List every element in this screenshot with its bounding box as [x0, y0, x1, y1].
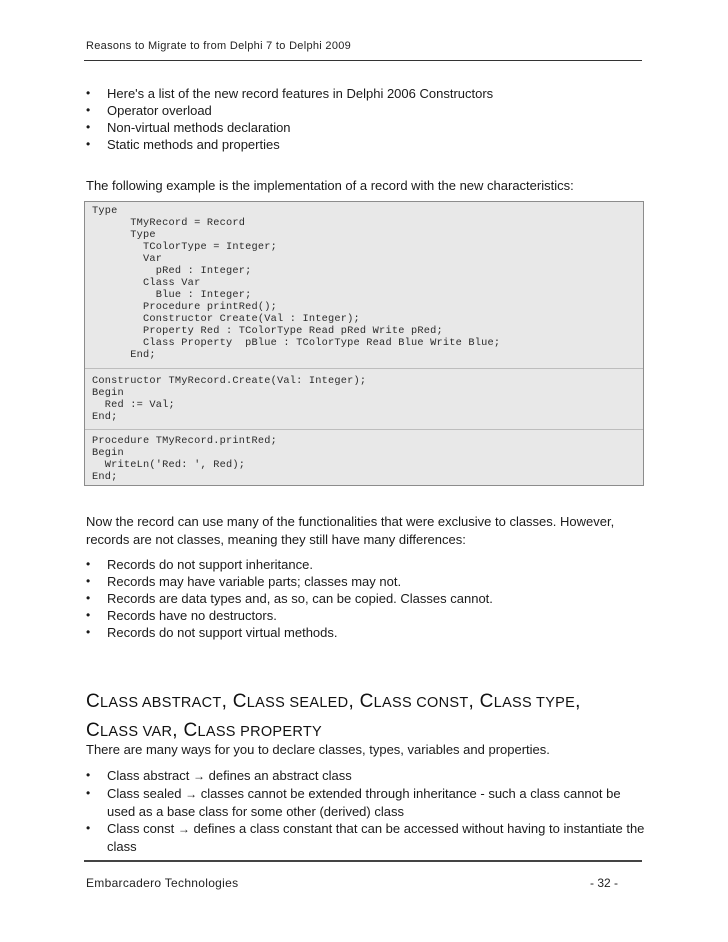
- code-line: Class Var: [92, 277, 201, 289]
- list-item: • Records are data types and, as so, can be copied. Classes cannot.: [86, 591, 493, 606]
- section-heading-line: CLASS ABSTRACT, CLASS SEALED, CLASS CONST, CLASS TYPE,: [86, 691, 581, 712]
- after-code-paragraph: Now the record can use many of the functionalities that were exclusive to classes. However, records are not classes, meaning they still have many differences:: [86, 514, 615, 547]
- bullet-icon: •: [86, 120, 91, 134]
- bullet-icon: •: [86, 137, 91, 151]
- arrow-right-icon: →: [193, 769, 205, 783]
- code-line: End;: [92, 471, 118, 483]
- code-line: End;: [92, 411, 118, 423]
- bullet-icon: •: [86, 557, 91, 571]
- code-line: Var: [92, 253, 163, 265]
- code-line: Procedure printRed();: [92, 301, 277, 313]
- features-list: [86, 85, 646, 153]
- code-line: Class Property pBlue : TColorType Read Blue Write Blue;: [92, 337, 501, 349]
- intro-paragraph: The following example is the implementation of a record with the new characteristics:: [86, 178, 574, 193]
- code-line: Blue : Integer;: [92, 289, 252, 301]
- bullet-icon: •: [86, 608, 91, 622]
- code-line: Red := Val;: [92, 399, 175, 411]
- header-divider: [84, 60, 642, 61]
- code-line: Type: [92, 229, 156, 241]
- list-item: • Class const → defines a class constant that can be accessed without having to instantiate the class: [86, 821, 645, 854]
- list-item: • Operator overload: [86, 103, 212, 118]
- code-sample: [84, 201, 644, 486]
- bullet-icon: •: [86, 591, 91, 605]
- footer-divider: [84, 860, 642, 862]
- list-item: • Records have no destructors.: [86, 608, 277, 623]
- section-heading: [86, 688, 656, 746]
- page-number: - 32 -: [590, 876, 619, 890]
- code-line: Procedure TMyRecord.printRed;: [92, 435, 277, 447]
- class-modifiers-list: [86, 767, 646, 855]
- code-line: End;: [92, 349, 156, 361]
- list-item: • Class sealed → classes cannot be extended through inheritance - such a class cannot be used as a base class for some other (derived) class: [86, 786, 621, 819]
- bullet-icon: •: [86, 103, 91, 117]
- arrow-right-icon: →: [177, 822, 190, 836]
- bullet-icon: •: [86, 786, 91, 800]
- code-line: Type: [92, 205, 118, 217]
- list-item: • Non-virtual methods declaration: [86, 120, 291, 135]
- code-line: WriteLn('Red: ', Red);: [92, 459, 246, 471]
- section-intro: There are many ways for you to declare classes, types, variables and properties.: [86, 742, 550, 757]
- running-header: Reasons to Migrate to from Delphi 7 to Delphi 2009: [86, 40, 352, 52]
- bullet-icon: •: [86, 86, 91, 100]
- differences-list: [86, 556, 646, 641]
- list-item: • Here's a list of the new record features in Delphi 2006 Constructors: [86, 86, 494, 101]
- footer-company: Embarcadero Technologies: [86, 876, 239, 890]
- list-item: • Class abstract → defines an abstract class: [86, 768, 352, 783]
- section-heading-line: CLASS VAR, CLASS PROPERTY: [86, 720, 322, 741]
- code-line: TColorType = Integer;: [92, 241, 277, 253]
- code-line: Constructor TMyRecord.Create(Val: Integer);: [92, 375, 367, 387]
- bullet-icon: •: [86, 574, 91, 588]
- code-line: Property Red : TColorType Read pRed Write pRed;: [92, 325, 443, 337]
- code-line: pRed : Integer;: [92, 265, 252, 277]
- arrow-right-icon: →: [185, 787, 198, 801]
- list-item: • Records do not support inheritance.: [86, 557, 313, 572]
- code-line: Constructor Create(Val : Integer);: [92, 313, 360, 325]
- list-item: • Records do not support virtual methods.: [86, 625, 338, 640]
- code-line: Begin: [92, 447, 124, 459]
- list-item: • Static methods and properties: [86, 137, 280, 152]
- list-item: • Records may have variable parts; classes may not.: [86, 574, 402, 589]
- code-line: Begin: [92, 387, 124, 399]
- code-line: TMyRecord = Record: [92, 217, 246, 229]
- code-divider: [85, 368, 643, 369]
- bullet-icon: •: [86, 821, 91, 835]
- bullet-icon: •: [86, 768, 91, 782]
- code-divider: [85, 429, 643, 430]
- bullet-icon: •: [86, 625, 91, 639]
